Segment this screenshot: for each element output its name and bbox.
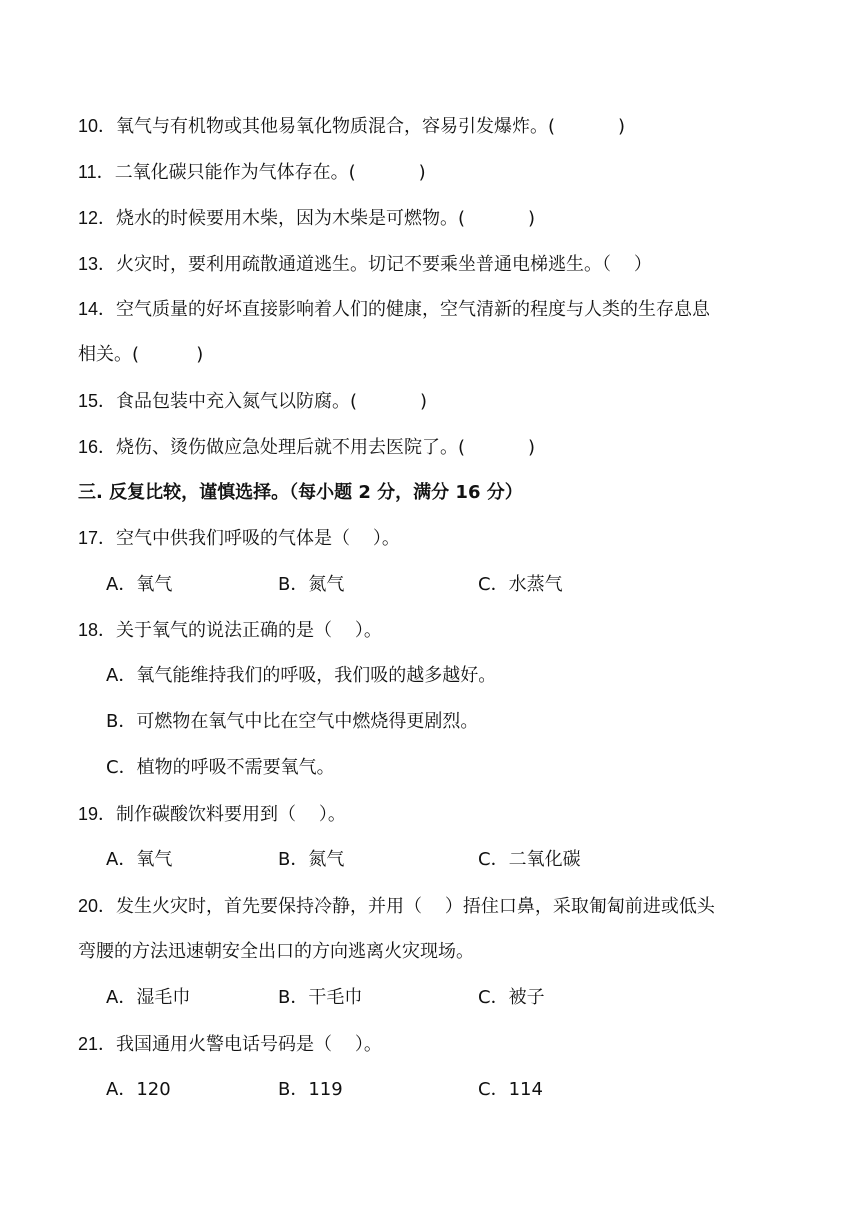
option-c: C．植物的呼吸不需要氧气。	[106, 757, 335, 778]
question-number: 11．	[78, 162, 115, 182]
question-text: 制作碳酸饮料要用到（ ）。	[116, 804, 346, 825]
question-text: 火灾时，要利用疏散通道逃生。切记不要乘坐普通电梯逃生。（ ）	[116, 254, 652, 275]
question-12	[78, 206, 535, 231]
question-19	[78, 802, 346, 827]
option-b: B．氮气	[278, 574, 345, 595]
option-c: C．114	[478, 1079, 543, 1100]
question-20	[78, 894, 715, 919]
question-11	[78, 160, 426, 185]
question-text: 我国通用火警电话号码是（ ）。	[116, 1034, 382, 1055]
option-a: A．氧气	[106, 574, 173, 595]
question-text: 食品包装中充入氮气以防腐。( )	[116, 391, 428, 412]
question-text: 空气质量的好坏直接影响着人们的健康，空气清新的程度与人类的生存息息	[116, 299, 711, 320]
question-text: 发生火灾时，首先要保持冷静，并用（ ）捂住口鼻，采取匍匐前进或低头	[116, 896, 715, 917]
option-a: A．湿毛巾	[106, 987, 191, 1008]
option-c: C．二氧化碳	[478, 849, 581, 870]
question-text: 空气中供我们呼吸的气体是（ ）。	[116, 528, 400, 549]
question-text: 烧伤、烫伤做应急处理后就不用去医院了。( )	[116, 437, 536, 458]
question-18	[78, 618, 382, 643]
option-b: B．干毛巾	[278, 987, 363, 1008]
question-number: 16．	[78, 437, 117, 457]
question-number: 17．	[78, 528, 117, 548]
section-heading: 三. 反复比较，谨慎选择。（每小题 2 分，满分 16 分）	[78, 482, 523, 503]
question-14-continuation: 相关。( )	[78, 344, 204, 365]
question-number: 20．	[78, 896, 117, 916]
question-text: 烧水的时候要用木柴，因为木柴是可燃物。( )	[116, 208, 536, 229]
question-number: 19．	[78, 804, 117, 824]
question-21	[78, 1032, 382, 1057]
question-14	[78, 297, 710, 322]
question-text: 氧气与有机物或其他易氧化物质混合，容易引发爆炸。( )	[116, 116, 626, 137]
question-text: 关于氧气的说法正确的是（ ）。	[116, 620, 382, 641]
option-b: B．氮气	[278, 849, 345, 870]
option-a: A．氧气能维持我们的呼吸，我们吸的越多越好。	[106, 665, 497, 686]
question-13	[78, 252, 652, 277]
question-number: 18．	[78, 620, 117, 640]
option-a: A．120	[106, 1079, 171, 1100]
question-number: 12．	[78, 208, 117, 228]
question-number: 13．	[78, 254, 117, 274]
question-20-continuation: 弯腰的方法迅速朝安全出口的方向逃离火灾现场。	[78, 941, 474, 962]
option-b: B．可燃物在氧气中比在空气中燃烧得更剧烈。	[106, 711, 479, 732]
option-b: B．119	[278, 1079, 343, 1100]
question-number: 10．	[78, 116, 117, 136]
option-c: C．水蒸气	[478, 574, 563, 595]
option-a: A．氧气	[106, 849, 173, 870]
question-number: 15．	[78, 391, 117, 411]
question-15	[78, 389, 427, 414]
question-17	[78, 526, 400, 551]
question-number: 21．	[78, 1034, 117, 1054]
option-c: C．被子	[478, 987, 545, 1008]
question-number: 14．	[78, 299, 117, 319]
question-16	[78, 435, 535, 460]
question-10	[78, 114, 625, 139]
question-text: 二氧化碳只能作为气体存在。( )	[114, 162, 426, 183]
